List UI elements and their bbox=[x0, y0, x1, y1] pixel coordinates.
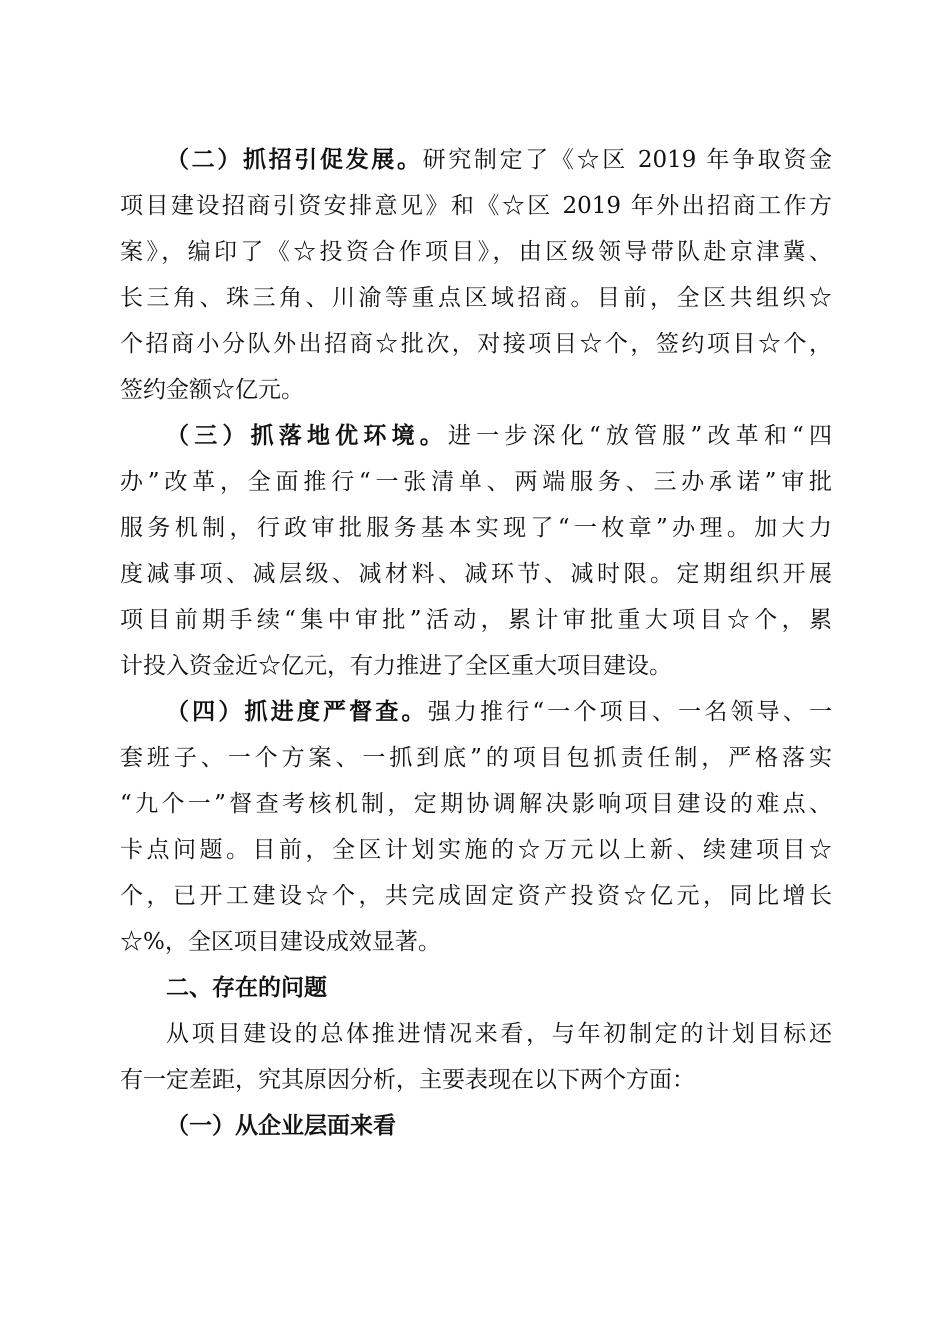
section-heading-3: （三）抓落地优环境。 bbox=[166, 422, 448, 449]
line-text: 项目前期手续“集中审批”活动，累计审批重大项目☆个，累 bbox=[120, 607, 832, 633]
paragraph-line bbox=[120, 736, 832, 780]
paragraph-line bbox=[166, 1012, 832, 1056]
paragraph-line bbox=[120, 506, 832, 550]
paragraph-line bbox=[120, 276, 832, 320]
line-text: 卡点问题。目前，全区计划实施的☆万元以上新、续建项目☆ bbox=[120, 837, 832, 863]
paragraph-line bbox=[120, 322, 832, 366]
line-text: 服务机制，行政审批服务基本实现了“一枚章”办理。加大力 bbox=[120, 515, 832, 541]
section-title-text: 二、存在的问题 bbox=[166, 974, 327, 1001]
paragraph-line bbox=[166, 414, 832, 458]
line-text: ☆%，全区项目建设成效显著。 bbox=[120, 929, 441, 955]
paragraph-line bbox=[166, 690, 832, 734]
subsection-title bbox=[166, 1104, 832, 1148]
line-text: 强力推行“一个项目、一名领导、一 bbox=[427, 699, 832, 725]
line-text: 计投入资金近☆亿元，有力推进了全区重大项目建设。 bbox=[120, 653, 672, 679]
section-title bbox=[166, 966, 832, 1010]
section-heading-2: （二）抓招引促发展。 bbox=[166, 146, 423, 173]
paragraph-line bbox=[120, 874, 832, 918]
section-heading-4: （四）抓进度严督查。 bbox=[166, 698, 428, 725]
subsection-title-text: （一）从企业层面来看 bbox=[166, 1112, 396, 1139]
paragraph-line bbox=[166, 138, 832, 182]
line-text: “九个一”督查考核机制，定期协调解决影响项目建设的难点、 bbox=[120, 791, 832, 817]
paragraph-line bbox=[120, 368, 832, 412]
line-text: 从项目建设的总体推进情况来看，与年初制定的计划目标还 bbox=[166, 1021, 832, 1047]
line-text: 长三角、珠三角、川渝等重点区域招商。目前，全区共组织☆ bbox=[120, 285, 832, 311]
line-text: 案》，编印了《☆投资合作项目》，由区级领导带队赴京津冀、 bbox=[120, 239, 832, 265]
paragraph-line bbox=[120, 1058, 832, 1102]
line-text: 项目建设招商引资安排意见》和《☆区 2019 年外出招商工作方 bbox=[120, 193, 832, 219]
paragraph-line bbox=[120, 230, 832, 274]
paragraph-line bbox=[120, 598, 832, 642]
paragraph-line bbox=[120, 460, 832, 504]
line-text: 个招商小分队外出招商☆批次，对接项目☆个，签约项目☆个， bbox=[120, 331, 832, 357]
paragraph-line bbox=[120, 828, 832, 872]
line-text: 有一定差距，究其原因分析，主要表现在以下两个方面： bbox=[120, 1067, 695, 1093]
line-text: 进一步深化“放管服”改革和“四 bbox=[447, 423, 832, 449]
line-text: 套班子、一个方案、一抓到底”的项目包抓责任制，严格落实 bbox=[120, 745, 832, 771]
line-text: 度减事项、减层级、减材料、减环节、减时限。定期组织开展 bbox=[120, 561, 832, 587]
line-text: 研究制定了《☆区 2019 年争取资金 bbox=[422, 147, 832, 173]
paragraph-line bbox=[120, 184, 832, 228]
paragraph-line bbox=[120, 644, 832, 688]
line-text: 办”改革，全面推行“一张清单、两端服务、三办承诺”审批 bbox=[120, 469, 832, 495]
paragraph-line bbox=[120, 782, 832, 826]
line-text: 签约金额☆亿元。 bbox=[120, 377, 304, 403]
paragraph-line bbox=[120, 920, 832, 964]
line-text: 个，已开工建设☆个，共完成固定资产投资☆亿元，同比增长 bbox=[120, 883, 832, 909]
paragraph-line bbox=[120, 552, 832, 596]
